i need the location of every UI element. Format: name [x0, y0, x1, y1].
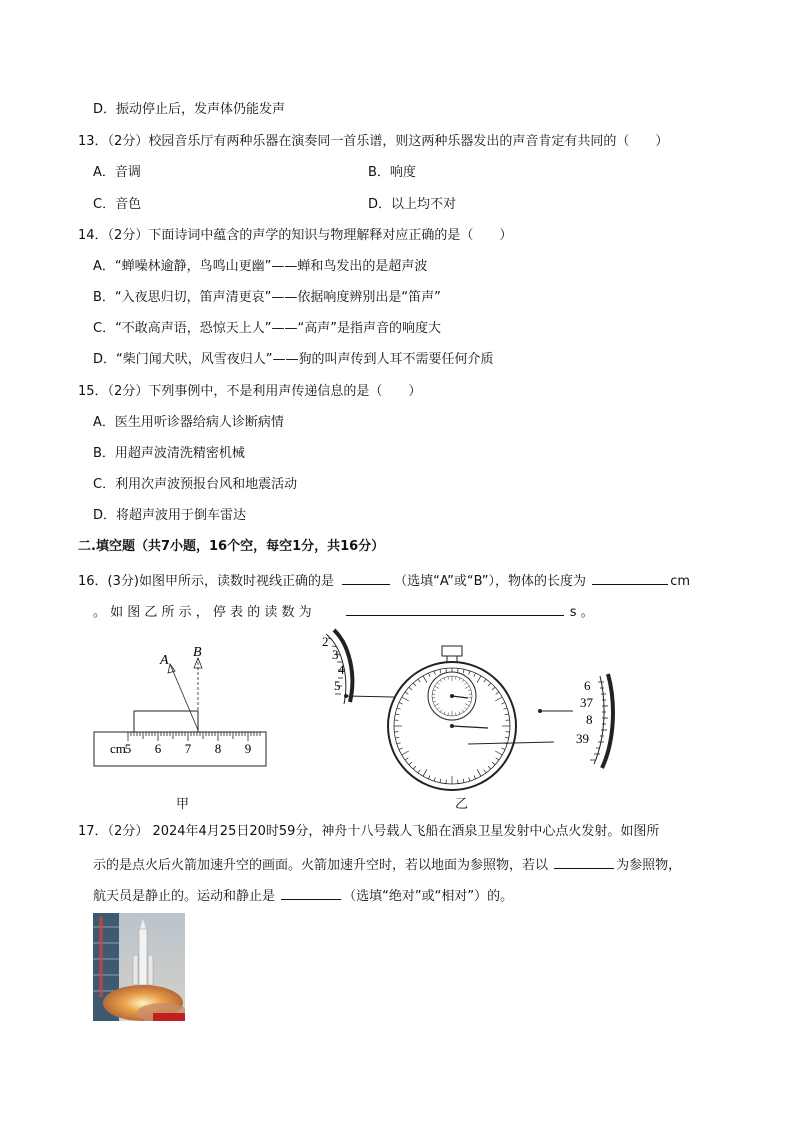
q16-text-3: 。 如 图 乙 所 示 ， 停 表 的 读 数 为	[93, 605, 312, 620]
q16-blank-1[interactable]	[342, 570, 390, 585]
caption-yi: 乙	[455, 797, 469, 812]
q16-unit-s: s 。	[569, 605, 594, 620]
q17-line2	[93, 854, 681, 875]
q16-line1	[78, 570, 690, 591]
q17-text-3b: （选填“绝对”或“相对”）的。	[343, 889, 514, 904]
q17-line3	[93, 885, 513, 906]
q13-option-b: B．响度	[368, 165, 416, 180]
q13-option-a: A．音调	[93, 165, 141, 180]
figure-jia-ruler	[90, 640, 270, 770]
small-dial-num-2: 2	[322, 634, 329, 649]
q14-option-b: B．“入夜思归切，笛声清更哀”——依据响度辨别出是“笛声”	[93, 290, 441, 305]
ruler-tick-9: 9	[244, 741, 252, 756]
large-dial-num-37: 37	[580, 695, 593, 710]
caption-jia: 甲	[176, 797, 190, 812]
q12-option-d: D．振动停止后，发声体仍能发声	[93, 102, 286, 117]
q17-text-2b: 为参照物，	[616, 858, 682, 873]
q16-blank-2[interactable]	[592, 570, 668, 585]
q16-line2	[93, 601, 594, 622]
figure-yi-stopwatch	[318, 624, 620, 794]
q17-line1: 17．（2分） 2024年4月25日20时59分，神舟十八号载人飞船在酒泉卫星发射中心点火发射。如图所	[78, 824, 660, 839]
large-dial-num-39: 39	[576, 731, 589, 746]
measured-object	[134, 711, 198, 732]
q14-stem: 14．（2分）下面诗词中蕴含的声学的知识与物理解释对应正确的是（ ）	[78, 228, 513, 243]
ruler-tick-8: 8	[214, 741, 222, 756]
rocket-launch-photo	[93, 913, 185, 1021]
ruler-tick-6: 6	[154, 741, 162, 756]
q14-option-d: D．“柴门闻犬吠，风雪夜归人”——狗的叫声传到人耳不需要任何介质	[93, 352, 494, 367]
q15-option-c: C．利用次声波预报台风和地震活动	[93, 477, 298, 492]
ruler-tick-7: 7	[184, 741, 192, 756]
small-dial-num-5: 5	[334, 678, 341, 693]
q16-unit-cm: cm	[670, 574, 690, 589]
q17-blank-1[interactable]	[554, 854, 614, 869]
q15-stem: 15．（2分）下列事例中，不是利用声传递信息的是（ ）	[78, 384, 422, 399]
q15-option-b: B．用超声波清洗精密机械	[93, 446, 245, 461]
large-dial-num-6: 6	[584, 678, 591, 693]
q16-text-1: 16．(3分)如图甲所示，读数时视线正确的是	[78, 574, 334, 589]
ruler-unit: cm	[110, 741, 126, 756]
q14-option-a: A．“蝉噪林逾静，鸟鸣山更幽”——蝉和鸟发出的是超声波	[93, 259, 428, 274]
small-dial-num-3: 3	[332, 647, 339, 662]
q16-blank-3[interactable]	[346, 601, 564, 616]
q13-option-c: C．音色	[93, 197, 142, 212]
label-a: A	[160, 653, 169, 668]
large-dial-num-8: 8	[586, 712, 593, 727]
stopwatch-body	[388, 646, 516, 790]
q14-option-c: C．“不敢高声语，恐惊天上人”——“高声”是指声音的响度大	[93, 321, 442, 336]
section-heading: 二.填空题（共7小题，16个空，每空1分，共16分）	[78, 539, 385, 554]
ruler-ticks	[128, 732, 260, 741]
label-b: B	[193, 645, 202, 660]
q17-text-2a: 示的是点火后火箭加速升空的画面。火箭加速升空时，若以地面为参照物，若以	[93, 858, 549, 873]
q17-text-3a: 航天员是静止的。运动和静止是	[93, 889, 276, 904]
q17-blank-2[interactable]	[281, 885, 341, 900]
q16-text-2: （选填“A”或“B”），物体的长度为	[394, 574, 587, 589]
ruler-tick-5: 5	[124, 741, 132, 756]
q13-option-d: D．以上均不对	[368, 197, 457, 212]
small-dial-num-4: 4	[338, 662, 345, 677]
q13-stem: 13．（2分）校园音乐厅有两种乐器在演奏同一首乐谱，则这两种乐器发出的声音肯定有共同的（ ）	[78, 134, 669, 149]
q15-option-a: A．医生用听诊器给病人诊断病情	[93, 415, 284, 430]
q15-option-d: D．将超声波用于倒车雷达	[93, 508, 247, 523]
